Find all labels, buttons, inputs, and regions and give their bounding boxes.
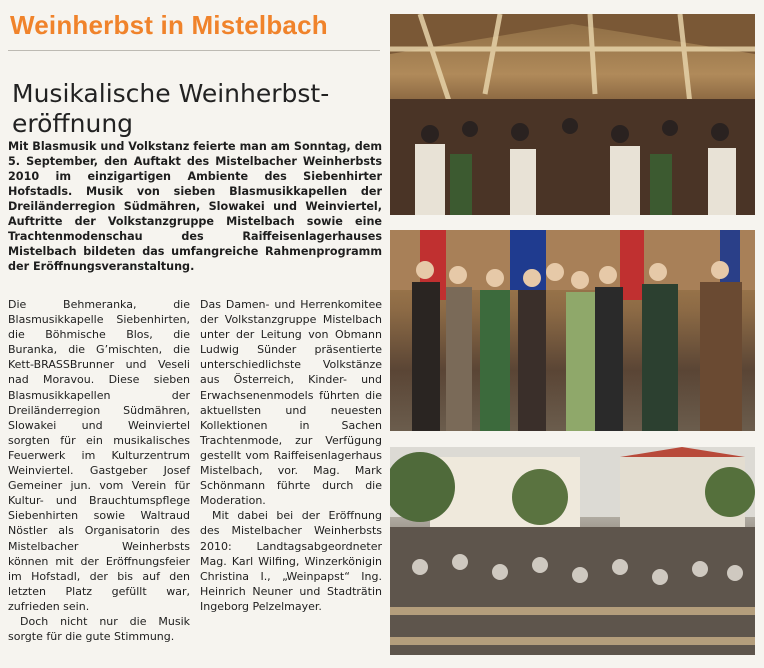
title-divider xyxy=(8,50,380,51)
paragraph: Das Damen- und Herrenkomitee der Volkstanzgruppe Mistelbach unter der Leitung von Obmann Ludwig Sünder präsentierte unterschiedlichste Volkstänze aus Österreich, Kinder- und Erwachsenenmodels führten die aktuellsten und neuesten Kollektionen in Sachen Trachtenmode, zur Verfügung gestellt vom Raiffeisenlagerhaus Mistelbach, vor. Mag. Mark Schönmann führte durch die Moderation. xyxy=(200,298,382,508)
article-headline: Musikalische Weinherbst-eröffnung xyxy=(12,78,330,138)
photo-hall-crowd xyxy=(390,14,755,215)
paragraph: Mit dabei bei der Eröffnung des Mistelbacher Weinherbsts 2010: Landtagsabgeordneter Mag. Karl Wilfing, Winzerkönigin Christina I., „Weinpapst“ Ing. Heinrich Neuner und Stadträtin Ingeborg Pelzelmayer. xyxy=(200,509,382,613)
article-lead: Mit Blasmusik und Volkstanz feierte man am Sonntag, dem 5. September, den Auftakt des Mistelbacher Weinherbsts 2010 im einzigartigen Ambiente des Siebenhirter Hofstadls. Musik von sieben Blasmusikkapellen der Dreiländerregion Südmähren, Slowakei und Weinviertel, Auftritte der Volkstanzgruppe Mistelbach sowie eine Trachtenmodenschau des Raiffeisenlagerhauses Mistelbach bildeten das umfangreiche Rahmenprogramm der Eröffnungsveranstaltung. xyxy=(8,140,382,273)
article-column-2 xyxy=(200,297,382,614)
photo-town-square xyxy=(390,447,755,655)
paragraph: Doch nicht nur die Musik sorgte für die gute Stimmung. xyxy=(8,614,190,644)
article-column-1 xyxy=(8,297,190,644)
paragraph: Die Behmeranka, die Blasmusikkapelle Siebenhirten, die Böhmische Blos, die Buranka, die G’mischten, die Kett-BRASSBrunner und Veseli nad Moravou. Diese sieben Blasmusikkapellen der Dreiländerregion Südmähren, Slowakei und Weinviertel sorgten für ein musikalisches Feuerwerk im Kulturzentrum Weinviertel. Gastgeber Josef Gemeiner jun. vom Verein für Kultur- und Brauchtumspflege Siebenhirten sowie Waltraud Nöstler als Organisatorin des Mistelbacher Weinherbsts können mit der Eröffnungsfeier im Hofstadl, der bis auf den letzten Platz gefüllt war, zufrieden sein. xyxy=(8,298,190,613)
section-title: Weinherbst in Mistelbach xyxy=(10,10,328,40)
photo-group-flags xyxy=(390,230,755,431)
